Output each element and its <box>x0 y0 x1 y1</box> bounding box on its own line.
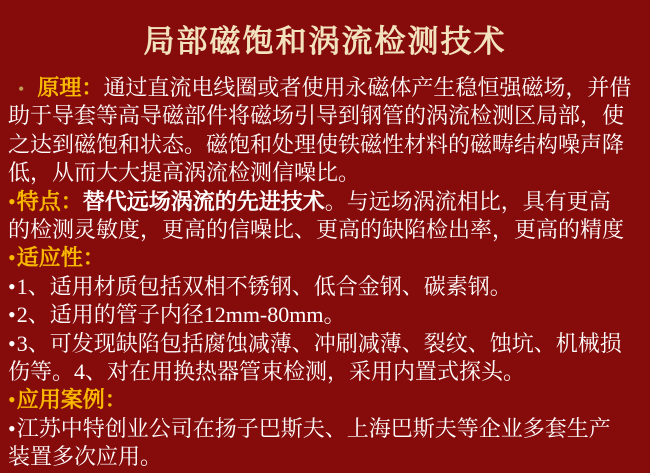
text-line <box>8 188 648 216</box>
bullet-marker: • <box>8 387 16 413</box>
text-segment: 通过直流电线圈或者使用永磁体产生稳恒强磁场，并借 <box>103 75 632 100</box>
text-line <box>8 273 648 301</box>
text-segment: 的检测灵敏度，更高的信噪比、更高的缺陷检出率，更高的精度 <box>8 216 625 242</box>
text-line <box>8 244 648 272</box>
text-line <box>8 159 648 187</box>
bullet-marker: • <box>8 245 16 271</box>
text-segment: 原理： <box>37 75 104 100</box>
text-segment: 助于导套等高导磁部件将磁场引导到钢管的涡流检测区局部，使 <box>8 103 625 129</box>
text-segment: 1、适用材质包括双相不锈钢、低合金钢、碳素钢。 <box>16 273 512 299</box>
text-line <box>8 131 648 159</box>
text-line <box>8 358 648 386</box>
text-segment: 应用案例： <box>16 387 127 413</box>
bullet-marker: • <box>8 273 16 299</box>
text-line <box>8 301 648 329</box>
text-segment: 装置多次应用。 <box>8 444 163 470</box>
text-segment: 江苏中特创业公司在扬子巴斯夫、上海巴斯夫等企业多套生产 <box>16 415 611 441</box>
text-line <box>8 102 648 130</box>
bullet-marker: • <box>8 302 16 328</box>
text-line <box>8 415 648 443</box>
bullet-marker: • <box>18 79 25 99</box>
bullet-marker: • <box>8 415 16 441</box>
text-line <box>8 443 648 471</box>
text-line <box>8 216 648 244</box>
bullet-marker: • <box>8 330 16 356</box>
text-segment: 低，从而大大提高涡流检测信噪比。 <box>8 160 361 186</box>
text-segment: 之达到磁饱和状态。磁饱和处理使铁磁性材料的磁畴结构噪声降 <box>8 131 625 157</box>
slide-body <box>8 74 648 471</box>
slide-title: 局部磁饱和涡流检测技术 <box>143 24 507 59</box>
text-line <box>8 74 648 102</box>
bullet-marker: • <box>8 188 16 214</box>
text-segment: 2、适用的管子内径12mm-80mm。 <box>16 302 346 328</box>
text-segment: 。与远场涡流相比，具有更高 <box>324 188 611 214</box>
text-line <box>8 386 648 414</box>
text-segment: 伤等。4、对在用换热器管束检测，采用内置式探头。 <box>8 358 526 384</box>
text-segment: 适应性： <box>16 245 105 271</box>
text-segment: 3、可发现缺陷包括腐蚀减薄、冲刷减薄、裂纹、蚀坑、机械损 <box>16 330 622 356</box>
text-segment: 特点： <box>16 188 83 214</box>
text-segment: 替代远场涡流的先进技术 <box>82 188 325 214</box>
text-line <box>8 330 648 358</box>
